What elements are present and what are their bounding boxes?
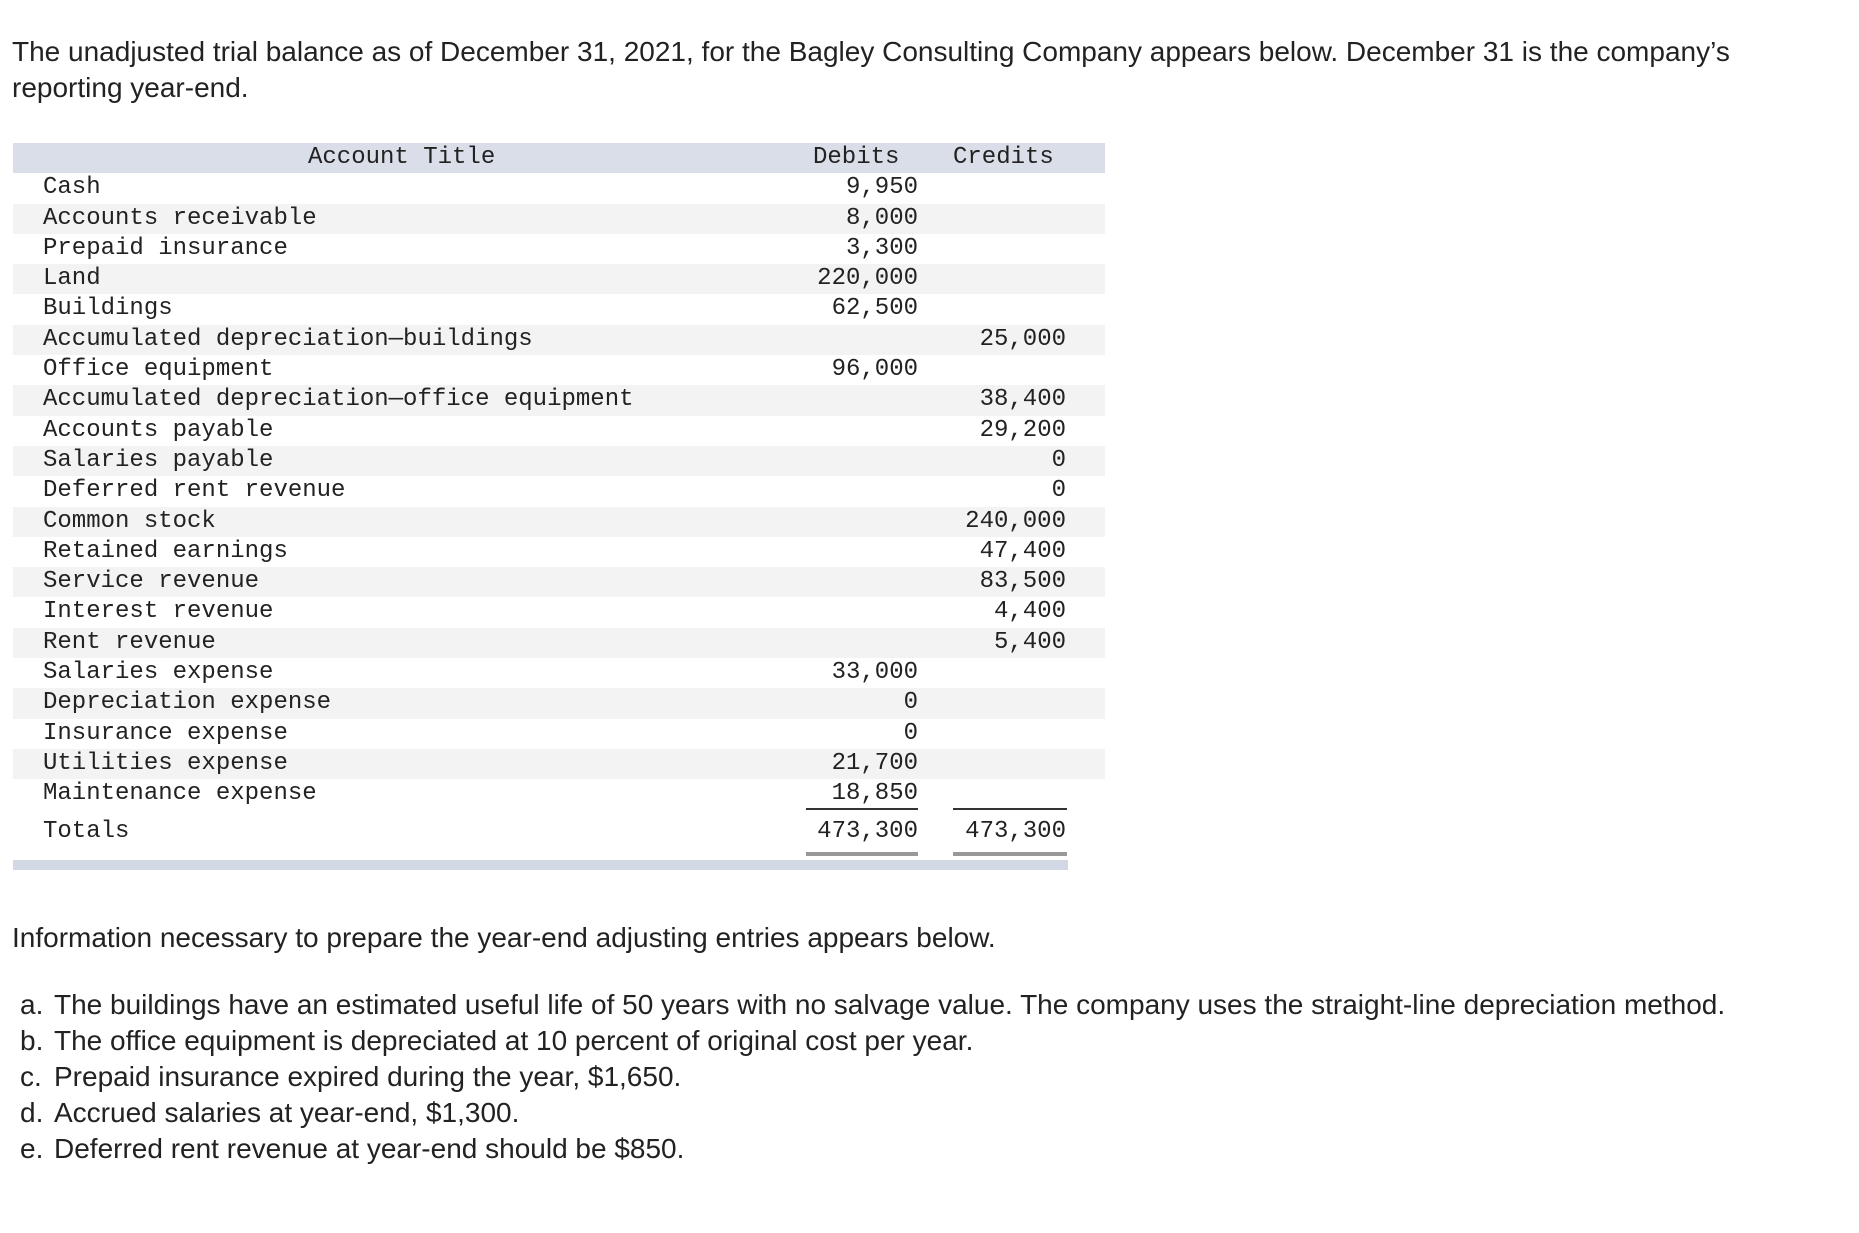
account-title-cell: Maintenance expense (43, 780, 317, 808)
table-header-row (13, 143, 1105, 173)
credit-cell: 5,400 (993, 628, 1066, 656)
table-row (13, 204, 1105, 234)
list-item-letter: b. (20, 1025, 44, 1056)
debit-cell: 18,850 (831, 780, 918, 808)
credit-cell: 38,400 (979, 386, 1066, 414)
account-title-cell: Office equipment (43, 356, 274, 384)
account-title-cell: Salaries expense (43, 659, 274, 687)
table-row (13, 264, 1105, 294)
total-double-rule-debit (806, 852, 918, 856)
list-item-text: Accrued salaries at year-end, $1,300. (54, 1097, 520, 1128)
table-row (13, 355, 1105, 385)
table-footer-bar (13, 860, 1068, 870)
header-debits: Debits (813, 144, 900, 171)
debit-cell: 0 (903, 689, 918, 717)
list-item (20, 1131, 1850, 1167)
account-title-cell: Accumulated depreciation—buildings (43, 325, 533, 353)
account-title-cell: Salaries payable (43, 446, 274, 474)
list-item (20, 1059, 1850, 1095)
debit-cell: 21,700 (831, 749, 918, 777)
intro-paragraph: The unadjusted trial balance as of December 31, 2021, for the Bagley Consulting Company appears below. December 31 is the company’s reporting year-end. (12, 36, 1730, 103)
totals-debit: 473,300 (817, 817, 918, 845)
table-row (13, 719, 1105, 749)
credit-cell: 0 (1051, 477, 1066, 505)
account-title-cell: Service revenue (43, 568, 260, 596)
account-title-cell: Buildings (43, 295, 173, 323)
list-item (20, 1023, 1850, 1059)
trial-balance-table (13, 143, 1105, 870)
credit-cell: 240,000 (965, 507, 1066, 535)
credit-cell: 29,200 (979, 416, 1066, 444)
table-row (13, 597, 1105, 627)
debit-cell: 9,950 (845, 174, 918, 202)
account-title-cell: Utilities expense (43, 749, 288, 777)
debit-cell: 3,300 (845, 234, 918, 262)
adjustment-list (20, 987, 1850, 1167)
list-item-letter: c. (20, 1061, 42, 1092)
account-title-cell: Deferred rent revenue (43, 477, 346, 505)
credit-cell: 4,400 (993, 598, 1066, 626)
debit-cell: 62,500 (831, 295, 918, 323)
table-row (13, 446, 1105, 476)
table-row (13, 294, 1105, 324)
table-row (13, 173, 1105, 203)
list-item-text: Deferred rent revenue at year-end should be $850. (54, 1133, 685, 1164)
header-account-title: Account Title (308, 144, 496, 171)
table-row (13, 325, 1105, 355)
credit-cell: 47,400 (979, 537, 1066, 565)
list-item-letter: e. (20, 1133, 44, 1164)
table-row (13, 476, 1105, 506)
table-row (13, 507, 1105, 537)
account-title-cell: Accounts receivable (43, 204, 317, 232)
table-row (13, 416, 1105, 446)
list-item (20, 1095, 1850, 1131)
credit-cell: 0 (1051, 446, 1066, 474)
account-title-cell: Land (43, 265, 101, 293)
list-item-text: Prepaid insurance expired during the year, $1,650. (54, 1061, 682, 1092)
table-row (13, 688, 1105, 718)
account-title-cell: Accounts payable (43, 416, 274, 444)
totals-label: Totals (43, 817, 130, 845)
account-title-cell: Cash (43, 174, 101, 202)
table-row (13, 537, 1105, 567)
table-row (13, 749, 1105, 779)
debit-cell: 96,000 (831, 356, 918, 384)
debit-cell: 33,000 (831, 659, 918, 687)
account-title-cell: Retained earnings (43, 537, 288, 565)
credit-cell: 83,500 (979, 568, 1066, 596)
account-title-cell: Prepaid insurance (43, 234, 288, 262)
account-title-cell: Accumulated depreciation—office equipment (43, 386, 634, 414)
account-title-cell: Interest revenue (43, 598, 274, 626)
account-title-cell: Rent revenue (43, 628, 216, 656)
account-title-cell: Depreciation expense (43, 689, 332, 717)
table-body (13, 173, 1105, 809)
debit-cell: 220,000 (817, 265, 918, 293)
account-title-cell: Insurance expense (43, 719, 288, 747)
total-double-rule-credit (953, 852, 1067, 856)
debit-cell: 0 (903, 719, 918, 747)
table-row (13, 385, 1105, 415)
debit-cell: 8,000 (845, 204, 918, 232)
totals-credit: 473,300 (965, 817, 1066, 845)
credit-cell: 25,000 (979, 325, 1066, 353)
totals-row (13, 810, 1105, 854)
list-item-letter: a. (20, 989, 44, 1020)
list-item-text: The office equipment is depreciated at 10 percent of original cost per year. (54, 1025, 974, 1056)
table-row (13, 628, 1105, 658)
list-item-letter: d. (20, 1097, 44, 1128)
list-item (20, 987, 1850, 1023)
header-credits: Credits (953, 144, 1054, 171)
table-row (13, 234, 1105, 264)
table-row (13, 779, 1105, 809)
info-heading: Information necessary to prepare the year-end adjusting entries appears below. (12, 922, 996, 953)
table-row (13, 658, 1105, 688)
account-title-cell: Common stock (43, 507, 216, 535)
table-row (13, 567, 1105, 597)
list-item-text: The buildings have an estimated useful life of 50 years with no salvage value. The company uses the straight-line depreciation method. (54, 989, 1726, 1020)
